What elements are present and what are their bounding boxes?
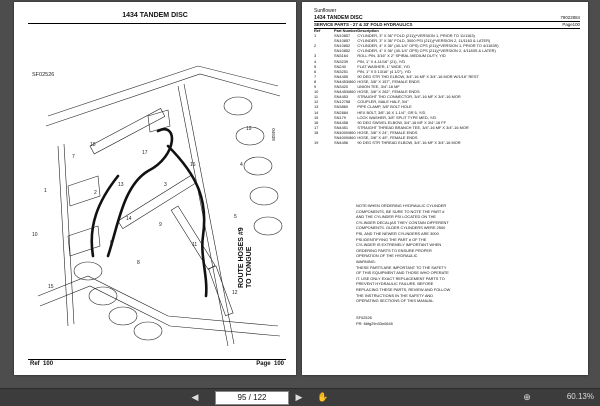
cell-part: SN179 xyxy=(334,114,346,120)
note-line: OPERATING SECTIONS OF THIS MANUAL. xyxy=(356,298,435,304)
note-line: COMPONENTS, BE SURE TO NOTE THE PART # xyxy=(356,208,445,214)
page-title: 1434 TANDEM DISC xyxy=(122,12,188,19)
parts-list-page xyxy=(302,2,588,375)
page-separator: / xyxy=(248,393,251,402)
cell-part: SN4000/860 xyxy=(334,134,356,140)
callout-17: 17 xyxy=(142,150,148,156)
viewer-toolbar xyxy=(0,388,600,406)
parts-table xyxy=(314,28,553,145)
figure-line: SF02526 xyxy=(356,315,372,320)
note-line: PSI.IDENTIFYING THE PART # OF THE xyxy=(356,236,427,242)
cell-ref: 4 xyxy=(314,58,317,64)
cell-part: SN4456 xyxy=(334,140,349,146)
cell-ref: 12 xyxy=(314,99,319,105)
callout-8: 8 xyxy=(137,260,140,266)
callout-15: 15 xyxy=(48,284,54,290)
cell-desc: FLAT WASHER, 1" WIDE, Y/D xyxy=(357,63,411,69)
cell-part: SN4000/860 xyxy=(334,129,356,135)
route-line-2: TO TONGUE xyxy=(246,246,253,288)
callout-19: 19 xyxy=(246,126,252,132)
section-page: Page100 xyxy=(562,22,580,27)
total-pages: 122 xyxy=(253,393,267,402)
cell-ref: 14 xyxy=(314,109,319,115)
cell-ref: 17 xyxy=(314,124,319,130)
note-line: NOTE:WHEN ORDERING HYDRAULIC CYLINDER xyxy=(356,203,447,208)
footer-page-num: 100 xyxy=(273,361,284,367)
callout-5: 5 xyxy=(234,214,237,220)
cell-ref: 15 xyxy=(314,114,319,120)
parts-body xyxy=(314,33,553,145)
footer-ref xyxy=(30,361,53,367)
cell-ref: 6 xyxy=(314,68,317,74)
cell-desc: STRAIGHT THD CONNECTOR, 3/4"-16 MF X 3/4"-16 MOR xyxy=(357,94,461,100)
callout-9: 9 xyxy=(159,222,162,228)
cell-desc: HOSE, 3/8" X 49", FEMALE ENDS xyxy=(357,134,418,140)
cell-part: SN4453 xyxy=(334,94,349,100)
cell-desc: UNION TEE, 3/4"-16 MF xyxy=(357,84,400,90)
col-description: Description xyxy=(357,28,379,33)
route-hoses-label xyxy=(238,218,254,288)
table-row xyxy=(314,140,553,145)
cell-part: SN12758 xyxy=(334,99,351,105)
cell-desc: 90 DEG STR THD ELBOW, 3/4"-16 MF X 3/4"-16 MOR W/1/16" REST xyxy=(357,73,479,79)
figure-code: SF02526 xyxy=(32,72,55,78)
note-line: CYLINDER DECAL(AS THEY CONTAIN DIFFERENT xyxy=(356,219,449,225)
cell-ref: 10 xyxy=(314,89,319,95)
footer-ref-label: Ref xyxy=(30,361,40,367)
cell-part: SN240 xyxy=(334,63,346,69)
note-line: THESE PARTS ARE IMPORTANT TO THE SAFETY xyxy=(356,264,447,270)
note-line: THE INSTRUCTIONS IN THE SAFETY AND xyxy=(356,292,434,298)
cell-desc: CYLINDER, 3" X 36" FOLD, 3000 PSI (211)(*VERSION 2, 11/1163 & LATER) xyxy=(357,38,491,44)
note-line: ORDERING PARTS TO ENSURE PROPER xyxy=(356,247,432,253)
cell-part: SN3251 xyxy=(334,68,349,74)
brand-name: Sunflower xyxy=(314,8,337,14)
cell-desc: HOSE, 3/8" X 24", FEMALE ENDS xyxy=(357,129,418,135)
cell-ref: 1 xyxy=(314,33,317,39)
figure-reference xyxy=(356,315,393,326)
cell-ref: 7 xyxy=(314,73,317,79)
ordering-note xyxy=(356,203,506,304)
cell-desc: 90 DEG STR THREAD ELBOW, 3/4"-16 MF X 3/4"-16 MOR xyxy=(357,140,461,146)
cell-desc: CYLINDER, 4" X 36" (40-1/4" OPS) CPS (211)(*VERSION 2, 4/1183S & LATER) xyxy=(357,48,496,54)
cell-part: SN4458 xyxy=(334,119,349,125)
cell-part: SN2884 xyxy=(334,109,349,115)
note-line: PSI, AND THE NEWER CYLINDERS ARE 3000 xyxy=(356,230,439,236)
cell-ref: 2 xyxy=(314,43,317,49)
next-page-button[interactable]: ▶ xyxy=(295,392,303,402)
callout-13: 13 xyxy=(118,182,124,188)
callout-4: 4 xyxy=(240,162,243,168)
cell-desc: 90 DEG SWIVEL ELBOW, 3/4"-16 MF X 3/4"-16 FF xyxy=(357,119,447,125)
cell-part: SN4453/860 xyxy=(334,78,356,84)
current-page: 95 xyxy=(237,393,247,402)
manual-part-number: 79022884 xyxy=(560,15,580,20)
cell-part: SN4453/860 xyxy=(334,89,356,95)
parts-title: 1434 TANDEM DISC xyxy=(314,15,363,21)
footer-page xyxy=(256,361,284,367)
note-line: OPERATION OF THE HYDRAULIC xyxy=(356,253,418,259)
note-line: REPLACING THESE PARTS, REVIEW AND FOLLOW xyxy=(356,286,451,292)
callout-1: 1 xyxy=(44,188,47,194)
callout-3: 3 xyxy=(164,182,167,188)
col-ref: Ref xyxy=(314,28,321,33)
page-indicator[interactable] xyxy=(215,391,289,405)
callout-16: 16 xyxy=(190,162,196,168)
cell-part: SN3164 xyxy=(334,53,349,59)
callout-10: 10 xyxy=(32,232,38,238)
zoom-level[interactable]: 60.13% xyxy=(566,392,594,401)
cell-part: SN10852 xyxy=(334,48,351,54)
cell-desc: COUPLER, MALE HALF, 3/4" xyxy=(357,99,409,105)
callout-7: 7 xyxy=(72,154,75,160)
note-line: CYLINDER IS EXTREMELY IMPORTANT WHEN xyxy=(356,242,442,248)
cell-part: SN4451 xyxy=(334,124,349,130)
cell-ref: 9 xyxy=(314,84,317,90)
callout-6: 6 xyxy=(110,240,113,246)
footer-page-label: Page xyxy=(256,361,271,367)
cell-ref: 11 xyxy=(314,94,319,100)
cell-part: SN10852 xyxy=(334,43,351,49)
cell-desc: PIN, 1" X 4-11/16" (21), Y/D xyxy=(357,58,406,64)
figure-line: PR: 66fg29n33n0645 xyxy=(356,320,393,326)
hydraulic-diagram xyxy=(28,26,290,358)
cell-desc: LOCK WASHER, 3/8" SPLIT TYPE MED, Y/D xyxy=(357,114,437,120)
cell-part: SN3860 xyxy=(334,104,349,110)
callout-18: 18 xyxy=(90,142,96,148)
cell-desc: HOSE, 3/8" X 157", FEMALE ENDS xyxy=(357,78,420,84)
cell-desc: ROLL PIN, 3/16" X 2" SPIRAL MEDIUM DUTY, Y/D xyxy=(357,53,446,59)
cell-part: SN4455 xyxy=(334,73,349,79)
footer-ref-page: 100 xyxy=(43,361,54,367)
callout-11: 11 xyxy=(192,242,198,248)
cell-desc: STRAIGHT THREAD BRANCH TEE, 3/4"-16 MF X 3/4"-16 MOR xyxy=(357,124,469,130)
cell-desc: HEX BOLT, 3/8"-16 X 1-1/4", GR 5, Y/D xyxy=(357,109,426,115)
header-rule xyxy=(28,23,286,24)
section-subtitle: SERVICE PARTS - 27 & 33' FOLD HYDRAULICS xyxy=(314,22,413,27)
cell-ref: 18 xyxy=(314,129,319,135)
cell-ref: 5 xyxy=(314,63,317,69)
cell-ref: 13 xyxy=(314,104,319,110)
side-code: 04938 xyxy=(270,128,276,141)
cell-desc: PIPE CLAMP, 3/8" BOLT HOLE xyxy=(357,104,412,110)
cell-part: SN3420 xyxy=(334,84,349,90)
pan-tool-icon[interactable]: ✋ xyxy=(317,392,329,402)
diagram-page xyxy=(14,2,296,375)
cell-ref: 19 xyxy=(314,140,319,146)
cell-desc: PIN, 1" X 5 13/16" (4 1/2"), Y/D xyxy=(357,68,411,74)
cell-part: SN3239 xyxy=(334,58,349,64)
cell-desc: CYLINDER, 4" X 36" (40-1/4" OPS) CPS (211)(*VERSION 1, PRIOR TO 4/1183S) xyxy=(357,43,499,49)
zoom-icon[interactable]: ⊕ xyxy=(523,392,531,402)
col-part-number: Part Number xyxy=(334,28,358,33)
footer-rule xyxy=(28,359,286,360)
note-line: WARNING: xyxy=(356,258,376,264)
note-line: PREVENT HYDRAULIC FAILURE. BEFORE xyxy=(356,281,434,287)
route-line-1: ROUTE HOSES #9 xyxy=(238,227,245,288)
previous-page-button[interactable]: ◀ xyxy=(191,392,199,402)
cell-part: SN10857 xyxy=(334,33,351,39)
cell-desc: CYLINDER, 3" X 36" FOLD (211)(*VERSION 1, PRIOR TO 11/1163) xyxy=(357,33,475,39)
callout-14: 14 xyxy=(126,216,132,222)
note-line: AND THE CYLINDER PSI LOCATED ON THE xyxy=(356,214,436,220)
cell-ref: 3 xyxy=(314,53,317,59)
callout-12: 12 xyxy=(232,290,238,296)
cell-part: SN10857 xyxy=(334,38,351,44)
cell-desc: HOSE, 3/8" X 262", FEMALE ENDS xyxy=(357,89,420,95)
note-line: IT. USE ONLY EXACT REPLACEMENT PARTS TO xyxy=(356,275,445,281)
cell-ref: 8 xyxy=(314,78,317,84)
callout-2: 2 xyxy=(94,190,97,196)
note-line: COMPONENTS. OLDER CYLINDERS WERE 2500 xyxy=(356,225,446,231)
cell-ref: 16 xyxy=(314,119,319,125)
note-line: OF THIS EQUIPMENT AND THOSE WHO OPERATE xyxy=(356,270,449,276)
